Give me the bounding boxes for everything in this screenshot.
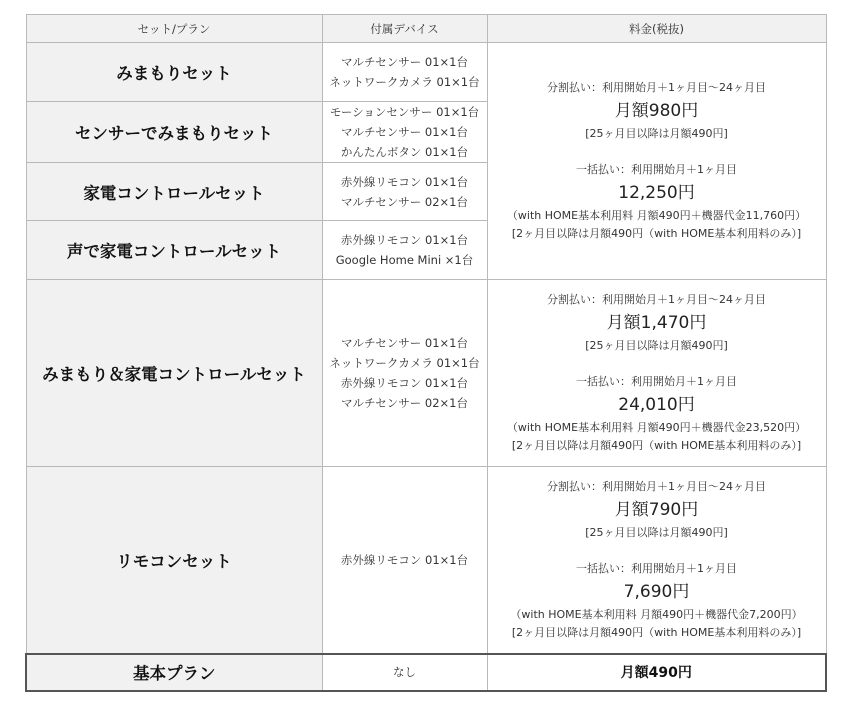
device-item: 赤外線リモコン 01×1台 — [340, 233, 469, 247]
device-item: 赤外線リモコン 01×1台 — [340, 376, 469, 390]
plan-devices — [322, 102, 487, 163]
device-item: マルチセンサー 01×1台 — [340, 125, 468, 139]
plan-name: 家電コントロールセット — [26, 163, 322, 221]
lump-label: 一括払い：利用開始月＋1ヶ月目 — [576, 163, 737, 176]
price-cell — [487, 280, 826, 467]
device-item: 赤外線リモコン 01×1台 — [340, 174, 469, 189]
header-plan: セット/プラン — [26, 15, 322, 43]
installment-amount: 月額980円 — [614, 101, 699, 121]
plan-devices — [322, 467, 487, 654]
header-devices: 付属デバイス — [322, 15, 487, 43]
device-item: マルチセンサー 01×1台 — [340, 336, 468, 350]
plan-devices — [322, 280, 487, 467]
installment-amount: 月額790円 — [614, 499, 699, 520]
basic-plan-name: 基本プラン — [26, 654, 322, 691]
plan-devices — [322, 163, 487, 221]
price-cell — [487, 43, 826, 280]
device-item: モーションセンサー 01×1台 — [329, 105, 480, 119]
lump-label: 一括払い：利用開始月＋1ヶ月目 — [576, 561, 737, 575]
installment-label: 分割払い：利用開始月＋1ヶ月目〜24ヶ月目 — [547, 479, 766, 493]
installment-label: 分割払い：利用開始月＋1ヶ月目〜24ヶ月目 — [547, 81, 766, 94]
plan-name: センサーでみまもりセット — [26, 102, 322, 163]
device-item: ネットワークカメラ 01×1台 — [329, 356, 480, 370]
table-row — [26, 43, 826, 102]
installment-note: [25ヶ月目以降は月額490円] — [585, 127, 728, 140]
device-item: ネットワークカメラ 01×1台 — [329, 75, 480, 89]
device-item: かんたんボタン 01×1台 — [340, 145, 469, 159]
device-item: Google Home Mini ×1台 — [335, 253, 474, 267]
price-cell — [487, 467, 826, 654]
device-item: マルチセンサー 02×1台 — [340, 194, 468, 209]
lump-note-secondary: [2ヶ月目以降は月額490円（with HOME基本利用料のみ）] — [511, 625, 802, 639]
basic-plan-devices: なし — [322, 654, 487, 691]
lump-note: （with HOME基本利用料 月額490円＋機器代金11,760円） — [506, 209, 807, 222]
lump-amount: 12,250円 — [618, 183, 695, 203]
basic-plan-row — [26, 654, 826, 691]
device-item: マルチセンサー 02×1台 — [340, 396, 468, 410]
header-price: 料金(税抜) — [487, 15, 826, 43]
plan-name: みまもりセット — [26, 43, 322, 102]
table-header-row — [26, 15, 826, 43]
installment-amount: 月額1,470円 — [606, 313, 707, 333]
plan-name: リモコンセット — [26, 467, 322, 654]
installment-note: [25ヶ月目以降は月額490円] — [585, 525, 728, 539]
lump-note: （with HOME基本利用料 月額490円＋機器代金23,520円） — [506, 421, 807, 434]
installment-note: [25ヶ月目以降は月額490円] — [585, 339, 728, 352]
plan-name: 声で家電コントロールセット — [26, 221, 322, 280]
plan-pricing-table — [25, 14, 827, 692]
installment-label: 分割払い：利用開始月＋1ヶ月目〜24ヶ月目 — [547, 293, 766, 306]
plan-devices — [322, 43, 487, 102]
device-item: マルチセンサー 01×1台 — [340, 55, 468, 69]
lump-label: 一括払い：利用開始月＋1ヶ月目 — [576, 375, 737, 388]
basic-plan-price: 月額490円 — [487, 654, 826, 691]
table-row — [26, 467, 826, 654]
lump-note-secondary: [2ヶ月目以降は月額490円（with HOME基本利用料のみ）] — [511, 227, 802, 240]
plan-name: みまもり＆家電コントロールセット — [26, 280, 322, 467]
plan-devices — [322, 221, 487, 280]
device-item: 赤外線リモコン 01×1台 — [340, 552, 469, 567]
lump-note-secondary: [2ヶ月目以降は月額490円（with HOME基本利用料のみ）] — [511, 439, 802, 452]
lump-amount: 24,010円 — [618, 395, 695, 415]
table-row — [26, 280, 826, 467]
lump-note: （with HOME基本利用料 月額490円＋機器代金7,200円） — [510, 607, 803, 621]
lump-amount: 7,690円 — [623, 581, 690, 602]
